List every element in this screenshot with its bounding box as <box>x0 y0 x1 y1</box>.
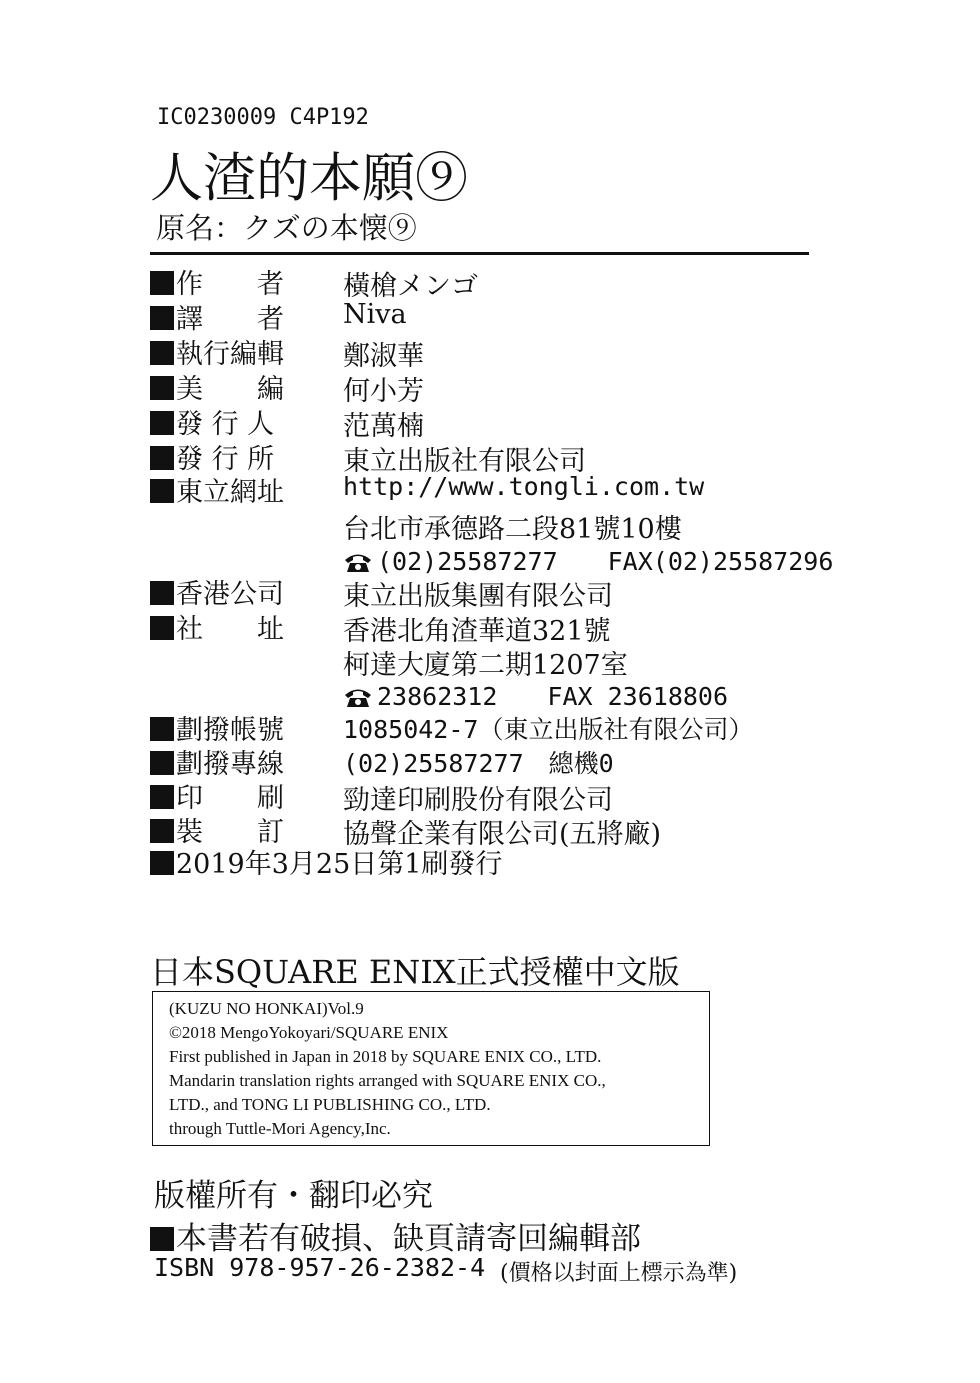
credit-value: 協聲企業有限公司(五將廠) <box>343 819 662 850</box>
credit-value-row <box>343 574 613 613</box>
bullet-square <box>150 851 174 875</box>
copyright-line: First published in Japan in 2018 by SQUARE ENIX CO., LTD. <box>169 1047 602 1066</box>
copyright-line: LTD., and TONG LI PUBLISHING CO., LTD. <box>169 1095 491 1114</box>
credit-value-row <box>343 744 614 780</box>
credit-value: 鄭淑華 <box>343 341 424 372</box>
return-notice-row <box>150 1213 641 1258</box>
credit-label: 裝 訂 <box>176 817 284 848</box>
credit-label-row <box>150 402 274 441</box>
credit-label-row <box>150 572 284 611</box>
credit-label: 作 者 <box>176 269 284 300</box>
isbn: ISBN 978-957-26-2382-4 <box>154 1253 486 1282</box>
bullet-square <box>150 376 174 400</box>
return-notice: 本書若有破損、缺頁請寄回編輯部 <box>176 1221 641 1257</box>
publish-date-row <box>150 842 502 881</box>
credit-value-row <box>343 264 478 303</box>
credit-label: 發 行 人 <box>176 409 275 440</box>
credit-value: 柯達大廈第二期1207室 <box>343 650 628 681</box>
credit-value-row <box>343 710 753 746</box>
credit-label: 東立網址 <box>176 477 284 508</box>
title-divider <box>150 252 809 255</box>
credit-value-row <box>343 369 424 408</box>
credit-value: 范萬楠 <box>343 411 424 442</box>
credit-label: 劃撥專線 <box>176 749 284 780</box>
copyright-line: ©2018 MengoYokoyari/SQUARE ENIX <box>169 1023 449 1042</box>
credit-label: 社 址 <box>176 614 284 645</box>
credit-label: 香港公司 <box>176 579 284 610</box>
credit-value: 何小芳 <box>343 376 424 407</box>
copyright-line: Mandarin translation rights arranged with SQUARE ENIX CO., <box>169 1071 606 1090</box>
publish-date: 2019年3月25日第1刷發行 <box>176 849 503 880</box>
credit-label: 發 行 所 <box>176 444 275 475</box>
bullet-square <box>150 581 174 605</box>
copyright-line: through Tuttle-Mori Agency,Inc. <box>169 1119 391 1138</box>
bullet-square <box>150 446 174 470</box>
bullet-square <box>150 819 174 843</box>
credit-label-row <box>150 262 284 301</box>
credit-value: 1085042-7（東立出版社有限公司） <box>343 715 754 744</box>
catalog-code: IC0230009 C4P192 <box>157 105 369 130</box>
telephone-icon <box>343 685 373 707</box>
bullet-square <box>150 751 174 775</box>
credit-value: http://www.tongli.com.tw <box>343 472 705 501</box>
price-note: (價格以封面上標示為準) <box>500 1261 738 1286</box>
credit-value: (02)25587277 總機0 <box>343 749 614 778</box>
credit-label-row <box>150 332 284 371</box>
credit-label: 印 刷 <box>176 783 284 814</box>
telephone-icon <box>343 550 373 572</box>
credit-value: 23862312 FAX 23618806 <box>377 682 729 711</box>
bullet-square <box>150 479 174 503</box>
book-title: 人渣的本願⑨ <box>150 148 468 209</box>
license-line: 日本SQUARE ENIX正式授權中文版 <box>150 953 680 991</box>
credit-label-row <box>150 607 284 646</box>
bullet-square <box>150 271 174 295</box>
credit-value: 東立出版社有限公司 <box>343 446 586 477</box>
credit-value-row <box>343 542 833 578</box>
credit-value-row <box>343 404 424 443</box>
credit-value: 橫槍メンゴ <box>343 271 478 302</box>
bullet-square <box>150 306 174 330</box>
credit-value-row <box>343 472 704 501</box>
credit-label: 美 編 <box>176 374 284 405</box>
credit-label-row <box>150 297 284 336</box>
credit-label: 譯 者 <box>176 304 284 335</box>
bullet-square <box>150 341 174 365</box>
bullet-square <box>150 616 174 640</box>
credit-value-row <box>343 677 728 713</box>
credit-value-row <box>343 507 682 546</box>
credit-value-row <box>343 299 407 330</box>
copyright-box <box>152 991 710 1146</box>
credit-value-row <box>343 334 424 373</box>
copyright-line: (KUZU NO HONKAI)Vol.9 <box>169 999 364 1018</box>
bullet-square <box>150 411 174 435</box>
original-title: 原名：クズの本懐⑨ <box>156 211 417 245</box>
credit-label-row <box>150 470 284 509</box>
credit-label: 執行編輯 <box>176 339 284 370</box>
credit-value: 台北市承德路二段81號10樓 <box>343 514 682 545</box>
credit-value: Niva <box>343 299 407 330</box>
credit-value: 香港北角渣華道321號 <box>343 616 611 647</box>
credit-value: (02)25587277 FAX(02)25587296 <box>377 547 834 576</box>
credit-label: 劃撥帳號 <box>176 715 284 746</box>
credit-label-row <box>150 367 284 406</box>
bullet-square <box>150 1227 174 1251</box>
credit-value: 東立出版集團有限公司 <box>343 581 613 612</box>
bullet-square <box>150 785 174 809</box>
bullet-square <box>150 717 174 741</box>
credit-value: 勁達印刷股份有限公司 <box>343 785 613 816</box>
rights-reserved: 版權所有・翻印必究 <box>154 1178 433 1214</box>
